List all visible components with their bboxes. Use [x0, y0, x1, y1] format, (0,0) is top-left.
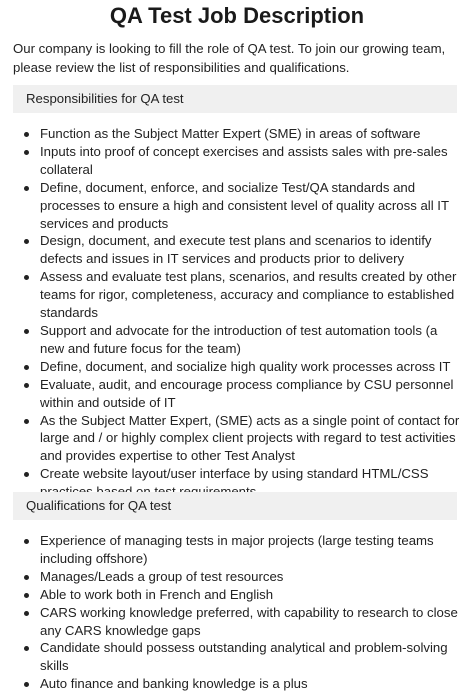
responsibility-item: Function as the Subject Matter Expert (SME) in areas of software: [13, 125, 463, 143]
responsibility-item: Inputs into proof of concept exercises and assists sales with pre-sales collateral: [13, 143, 463, 179]
responsibility-item: Assess and evaluate test plans, scenarios, and results created by other teams for rigor, completeness, accuracy and compliance to established standards: [13, 268, 463, 322]
qualification-item: Able to work both in French and English: [13, 586, 463, 604]
qualification-item: Auto finance and banking knowledge is a plus: [13, 675, 463, 693]
responsibility-item: As the Subject Matter Expert, (SME) acts as a single point of contact for large and / or highly complex client projects with regard to test activities and provides expertise to other Test Analyst: [13, 412, 463, 466]
responsibility-item: Support and advocate for the introduction of test automation tools (a new and future focus for the team): [13, 322, 463, 358]
responsibility-item: Evaluate, audit, and encourage process compliance by CSU personnel within and outside of IT: [13, 376, 463, 412]
responsibility-item: Define, document, and socialize high quality work processes across IT: [13, 358, 463, 376]
page-title: QA Test Job Description: [109, 3, 365, 28]
responsibilities-heading: Responsibilities for QA test: [13, 85, 457, 113]
qualification-item: Experience of managing tests in major projects (large testing teams including offshore): [13, 532, 463, 568]
intro-paragraph: Our company is looking to fill the role of QA test. To join our growing team, please review the list of responsibilities and qualifications.: [13, 41, 446, 75]
qualification-item: CARS working knowledge preferred, with capability to research to close any CARS knowledge gaps: [13, 604, 463, 640]
responsibility-item: Design, document, and execute test plans and scenarios to identify defects and issues in IT services and products prior to delivery: [13, 232, 463, 268]
responsibility-item: Define, document, enforce, and socialize Test/QA standards and processes to ensure a high and consistent level of quality across all IT services and products: [13, 179, 463, 233]
qualifications-list: [13, 532, 463, 693]
qualification-item: Candidate should possess outstanding analytical and problem-solving skills: [13, 639, 463, 675]
qualification-item: Manages/Leads a group of test resources: [13, 568, 463, 586]
responsibility-item: Create website layout/user interface by using standard HTML/CSS: [13, 465, 463, 501]
responsibilities-list: [13, 125, 463, 501]
qualifications-heading: Qualifications for QA test: [13, 492, 457, 520]
